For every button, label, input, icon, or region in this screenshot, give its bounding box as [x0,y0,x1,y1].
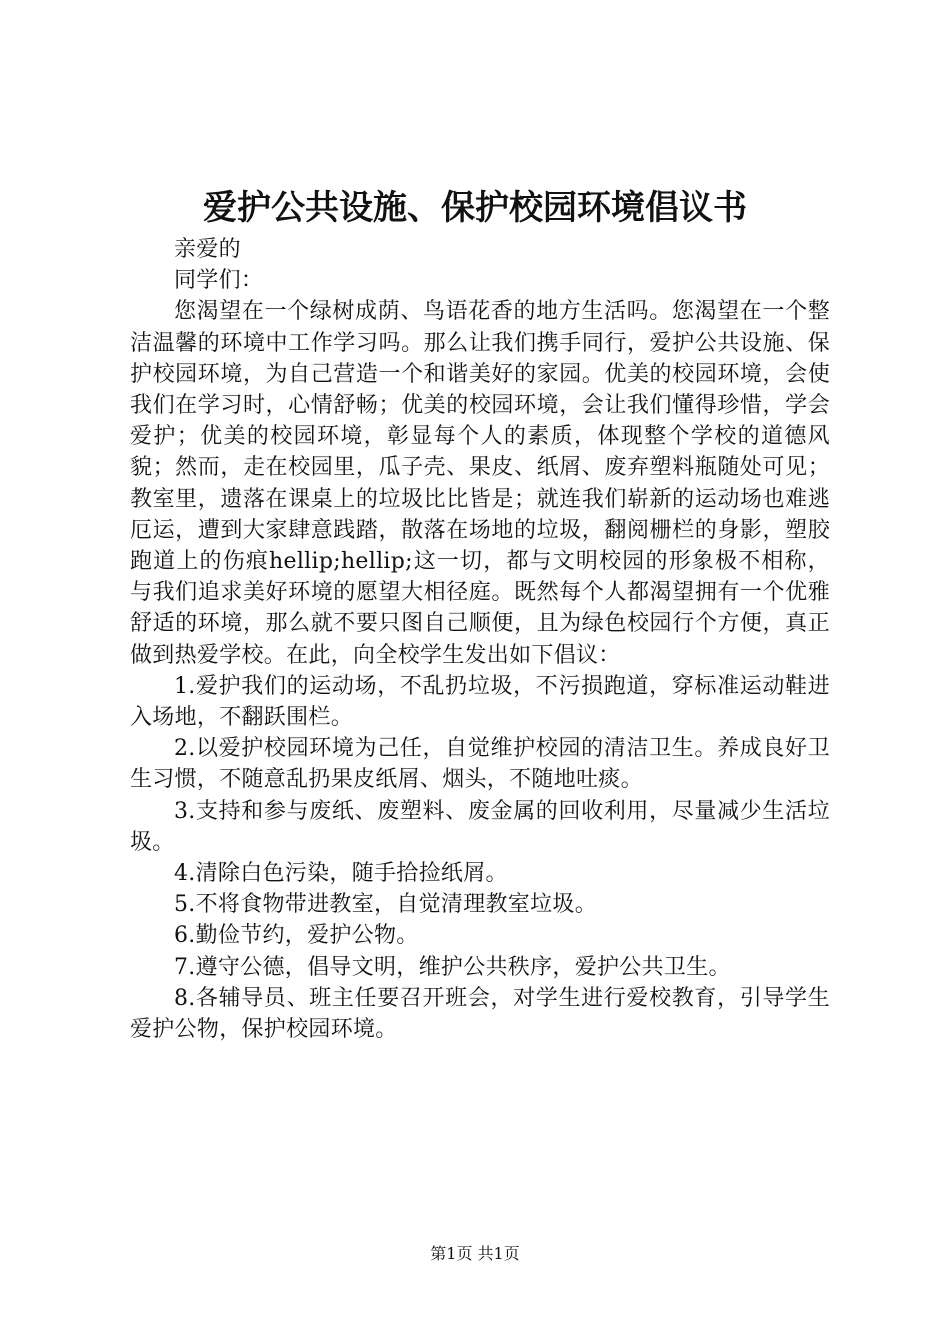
proposal-item-5: 5.不将食物带进教室，自觉清理教室垃圾。 [174,892,597,918]
proposal-item-3: 3.支持和参与废纸、废塑料、废金属的回收利用，尽量减少生活垃圾。 [130,798,830,855]
proposal-item-8: 8.各辅导员、班主任要召开班会，对学生进行爱校教育，引导学生爱护公物，保护校园环境。 [130,985,830,1043]
proposal-item-7: 7.遵守公德，倡导文明，维护公共秩序，爱护公共卫生。 [174,954,731,980]
salutation-line-2: 同学们： [174,268,264,294]
salutation-line-1: 亲爱的 [174,237,241,262]
document-body [130,234,830,1045]
page-footer: 第1页 共1页 [430,1244,520,1263]
proposal-item-2: 2.以爱护校园环境为己任，自觉维护校园的清洁卫生。养成良好卫生习惯，不随意乱扔果皮纸屑、烟头，不随地吐痰。 [130,736,830,793]
paragraph-intro: 您渴望在一个绿树成荫、鸟语花香的地方生活吗。您渴望在一个整洁温馨的环境中工作学习吗。那么让我们携手同行，爱护公共设施、保护校园环境，为自己营造一个和谐美好的家园。优美的校园环境，会使我们在学习时，心情舒畅；优美的校园环境，会让我们懂得珍惜，学会爱护；优美的校园环境，彰显每个人的素质，体现整个学校的道德风貌；然而，走在校园里，瓜子壳、果皮、纸屑、废弃塑料瓶随处可见；教室里，遗落在课桌上的垃圾比比皆是；就连我们崭新的运动场也难逃厄运，遭到大家肆意践踏，散落在场地的垃圾，翻阅栅栏的身影，塑胶跑道上的伤痕hellip;hellip;这一切，都与文明校园的形象极不相称，与我们追求美好环境的愿望大相径庭。既然每个人都渴望拥有一个优雅舒适的环境，那么就不要只图自己顺便，且为绿色校园行个方便，真正做到热爱学校。在此，向全校学生发出如下倡议： [130,299,830,668]
proposal-item-6: 6.勤俭节约，爱护公物。 [174,923,419,949]
document-title: 爱护公共设施、保护校园环境倡议书 [203,188,747,228]
proposal-item-1: 1.爱护我们的运动场，不乱扔垃圾，不污损跑道，穿标准运动鞋进入场地，不翻跃围栏。 [130,673,830,731]
proposal-item-4: 4.清除白色污染，随手拾捡纸屑。 [174,861,508,887]
